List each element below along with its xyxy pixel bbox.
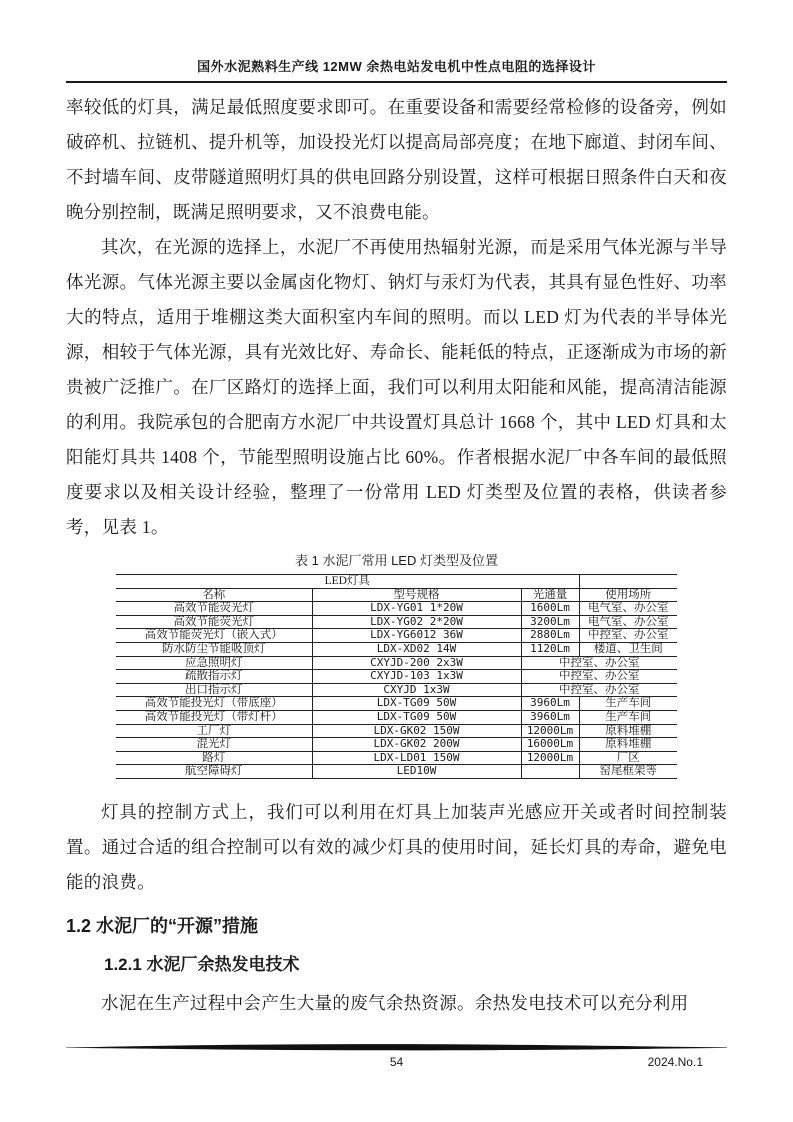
cell-flux: 12000Lm xyxy=(521,724,579,738)
table-row xyxy=(116,710,677,724)
cell-model: LDX-YG02 2*20W xyxy=(312,615,521,629)
page-header xyxy=(66,0,727,83)
cell-name: 防水防尘节能吸顶灯 xyxy=(116,642,312,656)
table-group-header-row xyxy=(116,575,677,589)
cell-flux: 1120Lm xyxy=(521,642,579,656)
paragraph-lighting-control-continued: 率较低的灯具，满足最低照度要求即可。在重要设备和需要经常检修的设备旁，例如破碎机、拉链机、提升机等，加设投光灯以提高局部亮度；在地下廊道、封闭车间、不封墙车间、皮带隧道照明灯具的供电回路分别设置，这样可根据日照条件白天和夜晚分别控制，既满足照明要求，又不浪费电能。 xyxy=(66,97,727,222)
cell-place: 原料堆棚 xyxy=(579,724,677,738)
cell-place: 中控室、办公室 xyxy=(579,629,677,643)
cell-flux: 12000Lm xyxy=(521,751,579,765)
table-column-header-row xyxy=(116,588,677,602)
table-row xyxy=(116,724,677,738)
column-header-2: 光通量 xyxy=(521,588,579,602)
cell-place-merged: 中控室、办公室 xyxy=(521,683,677,697)
cell-name: 高效节能荧光灯（嵌入式） xyxy=(116,629,312,643)
cell-name: 高效节能投光灯（带灯杆） xyxy=(116,710,312,724)
section-heading-1-2: 1.2 水泥厂的“开源”措施 xyxy=(66,915,259,936)
page-number: 54 xyxy=(389,1055,404,1069)
cell-name: 出口指示灯 xyxy=(116,683,312,697)
subsection-heading-1-2-1: 1.2.1 水泥厂余热发电技术 xyxy=(104,954,300,974)
paragraph-light-sources: 其次，在光源的选择上，水泥厂不再使用热辐射光源，而是采用气体光源与半导体光源。气体光源主要以金属卤化物灯、钠灯与汞灯为代表，其具有显色性好、功率大的特点，适用于堆棚这类大面积室内车间的照明。而以 LED 灯为代表的半导体光源，相较于气体光源，具有光效比好、寿命长、能耗低的特点，正逐渐成为市场的新贵被广泛推广。在厂区路灯的选择上面，我们可以利用太阳能和风能，提高清洁能源的利用。我院承包的合肥南方水泥厂中共设置灯具总计 1668 个，其中 LED 灯具和太阳能灯具共 1408 个，节能型照明设施占比 60%。作者根据水泥厂中各车间的最低照度要求以及相关设计经验，整理了一份常用 LED 灯类型及位置的表格，供读者参考，见表 1。 xyxy=(66,237,727,537)
cell-flux: 3960Lm xyxy=(521,710,579,724)
led-lamp-table xyxy=(116,574,677,779)
cell-flux: 3200Lm xyxy=(521,615,579,629)
journal-issue: 2024.No.1 xyxy=(647,1055,703,1069)
table-row xyxy=(116,629,677,643)
table-row xyxy=(116,765,677,779)
cell-model: LED10W xyxy=(312,765,521,779)
cell-model: LDX-YG6012 36W xyxy=(312,629,521,643)
column-header-1: 型号规格 xyxy=(312,588,521,602)
cell-name: 航空障碍灯 xyxy=(116,765,312,779)
cell-place: 电气室、办公室 xyxy=(579,602,677,616)
cell-place: 电气室、办公室 xyxy=(579,615,677,629)
table-row xyxy=(116,602,677,616)
cell-name: 工厂灯 xyxy=(116,724,312,738)
cell-place: 生产车间 xyxy=(579,710,677,724)
cell-model: CXYJD-103 1x3W xyxy=(312,670,521,684)
cell-place: 原料堆棚 xyxy=(579,738,677,752)
cell-flux: 2880Lm xyxy=(521,629,579,643)
group-header-empty-cell xyxy=(579,575,677,589)
paragraph-waste-heat-intro: 水泥在生产过程中会产生大量的废气余热资源。余热发电技术可以充分利用 xyxy=(101,992,689,1013)
cell-model: LDX-GK02 150W xyxy=(312,724,521,738)
cell-model: CXYJD 1x3W xyxy=(312,683,521,697)
running-head-title: 国外水泥熟料生产线 12MW 余热电站发电机中性点电阻的选择设计 xyxy=(197,59,596,74)
cell-name: 应急照明灯 xyxy=(116,656,312,670)
cell-model: LDX-XD02 14W xyxy=(312,642,521,656)
table-row xyxy=(116,642,677,656)
cell-place: 楼道、卫生间 xyxy=(579,642,677,656)
cell-place-merged: 中控室、办公室 xyxy=(521,656,677,670)
cell-model: LDX-LD01 150W xyxy=(312,751,521,765)
table-row xyxy=(116,697,677,711)
cell-model: LDX-YG01 1*20W xyxy=(312,602,521,616)
cell-model: LDX-GK02 200W xyxy=(312,738,521,752)
table-row xyxy=(116,738,677,752)
cell-flux: 1600Lm xyxy=(521,602,579,616)
cell-place: 窑尾框架等 xyxy=(579,765,677,779)
cell-name: 高效节能荧光灯 xyxy=(116,615,312,629)
cell-model: LDX-TG09 50W xyxy=(312,697,521,711)
cell-name: 高效节能荧光灯 xyxy=(116,602,312,616)
cell-place: 生产车间 xyxy=(579,697,677,711)
cell-model: LDX-TG09 50W xyxy=(312,710,521,724)
cell-name: 路灯 xyxy=(116,751,312,765)
table-row xyxy=(116,683,677,697)
table-row xyxy=(116,670,677,684)
column-header-3: 使用场所 xyxy=(579,588,677,602)
group-header-cell: LED灯具 xyxy=(116,575,579,589)
cell-model: CXYJD-200 2x3W xyxy=(312,656,521,670)
cell-name: 高效节能投光灯（带底座） xyxy=(116,697,312,711)
footer-text-row xyxy=(66,1054,727,1070)
table-caption: 表 1 水泥厂常用 LED 灯类型及位置 xyxy=(295,553,498,568)
page-footer xyxy=(66,1043,727,1070)
footer-tapered-rule xyxy=(66,1043,727,1053)
cell-name: 混光灯 xyxy=(116,738,312,752)
cell-flux xyxy=(521,765,579,779)
paragraph-control-methods: 灯具的控制方式上，我们可以利用在灯具上加装声光感应开关或者时间控制装置。通过合适的组合控制可以有效的减少灯具的使用时间，延长灯具的寿命，避免电能的浪费。 xyxy=(66,801,727,892)
cell-name: 疏散指示灯 xyxy=(116,670,312,684)
table-row xyxy=(116,751,677,765)
column-header-0: 名称 xyxy=(116,588,312,602)
table-row xyxy=(116,656,677,670)
cell-flux: 3960Lm xyxy=(521,697,579,711)
cell-place-merged: 中控室、办公室 xyxy=(521,670,677,684)
table-row xyxy=(116,615,677,629)
cell-place: 厂区 xyxy=(579,751,677,765)
cell-flux: 16000Lm xyxy=(521,738,579,752)
